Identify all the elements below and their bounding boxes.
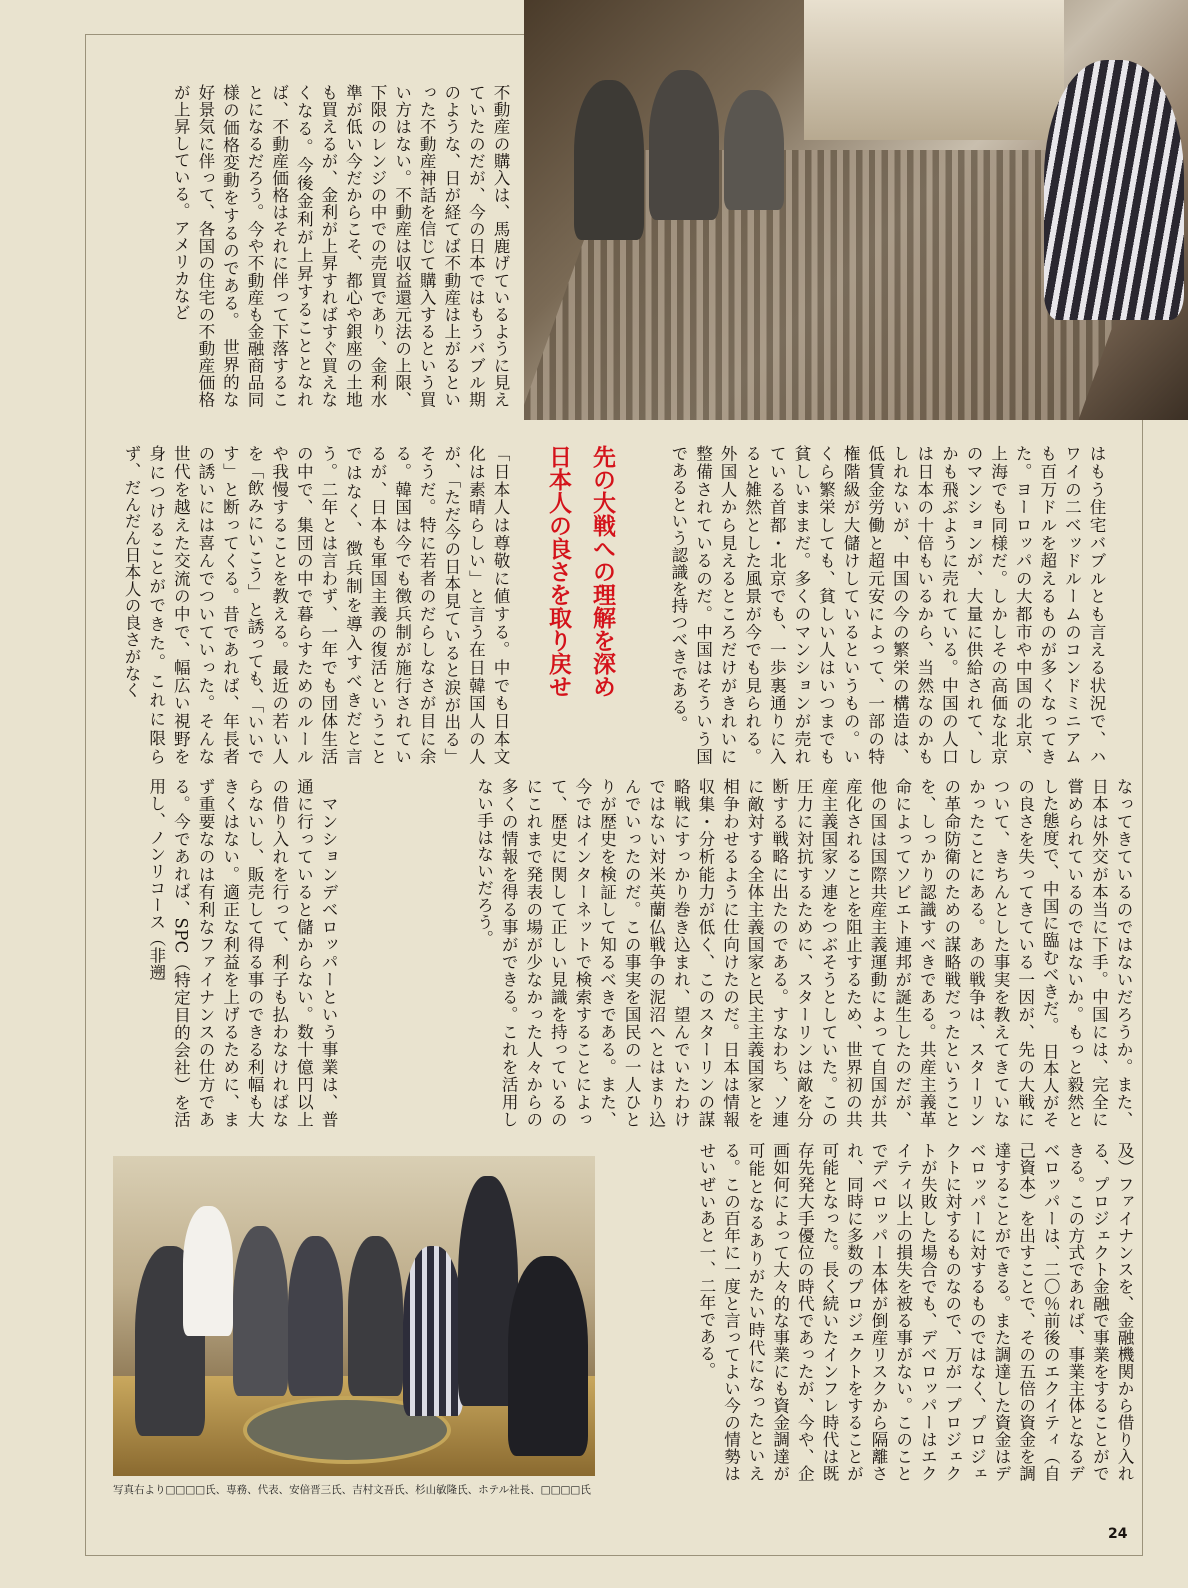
article-text: 及）ファイナンスを、金融機関から借り入れる、プロジェクト金融で事業をすることができる。この方式であれば、事業主体となるデベロッパーは、二〇％前後のエクイティ（自己資本）を出すことで、その五倍の資金を調達することができる。また調達した資金はデベロッパーに対するものではなく、プロジェクトに対するものなので、万が一プロジェクトが失敗した場合でも、デベロッパーはエクイティ以上の損失を被る事がない。このことでデベロッパー本体が倒産リスクから隔離され、同時に多数のプロジェクトをすることが可能となった。長く続いたインフレ時代は既存先発大手優位の時代であったが、今や、企画如何によって大々的な事業にも資金調達が可能となるありがたい時代になったといえる。この百年に一度と言ってよい今の情勢はせいぜいあと一、二年である。 <box>696 1142 1134 1482</box>
photo-caption: 写真右より□□□□氏、専務、代表、安倍晋三氏、吉村文吾氏、杉山敏隆氏、ホテル社長、□□□□氏 <box>113 1484 591 1496</box>
person-shape <box>233 1226 288 1396</box>
person-shape <box>288 1236 343 1396</box>
headline <box>524 445 624 755</box>
article-text: はもう住宅バブルとも言える状況で、ハワイの二ベッドルームのコンドミニアムも百万ドルを超えるものが多くなってきた。ヨーロッパの大都市や中国の北京、上海でも同様だ。しかしその高価な北京のマンションが、大量に供給されて、しかも飛ぶように売れている。中国の人口は日本の十倍もいるから、当然なのかもしれないが、中国の今の繁栄の構造は、低賃金労働と超元安によって、一部の特権階級が大儲けしているというもの。いくら繁栄しても、貧しい人はいつまでも貧しいままだ。多くのマンションが売れている首都・北京でも、一歩裏通りに入ると雑然とした風景が今でも見られる。外国人から見えるところだけがきれいに整備されているのだ。中国はそういう国であるという認識を持つべきである。 <box>668 445 1106 765</box>
person-shape <box>724 90 784 210</box>
article-text: 「日本人は尊敬に値する。中でも日本文化は素晴らしい」と言う在日韓国人の人が、「ただ今の日本見ていると涙が出る」そうだ。特に若者のだらしなさが目に余る。韓国は今でも徴兵制が施行されているが、日本も軍国主義の復活ということではなく、徴兵制を導入すべきだと言う。二年とは言わず、一年でも団体生活の中で、集団の中で暮らすためのルールや我慢することを教える。最近の若い人を「飲みにいこう」と誘っても、「いいです」と断ってくる。昔であれば、年長者の誘いには喜んでついていった。そんな世代を越えた交流の中で、幅広い視野を身につけることができた。これに限らず、だんだん日本人の良さがなく <box>122 445 510 765</box>
article-column-low-right <box>345 778 1135 1128</box>
article-column-mid-left <box>108 445 512 765</box>
person-shape <box>508 1256 588 1456</box>
group-photo <box>113 1156 595 1476</box>
person-shape <box>574 80 644 240</box>
headline-line-2: 日本人の良さを取り戻せ <box>545 445 571 698</box>
headline-line-1: 先の大戦への理解を深め <box>589 445 615 698</box>
article-column-bottom-right <box>612 1142 1136 1482</box>
article-column-low-left <box>108 778 340 1128</box>
article-text: 不動産の購入は、馬鹿げているように見えていたのだが、今の日本ではもうバブル期のような、日が経てば不動産は上がるといった不動産神話を信じて購入するという買い方はない。不動産は収益還元法の上限、下限のレンジの中での売買であり、金利水準が低い今だからこそ、都心や銀座の土地も買えるが、金利が上昇すればすぐ買えなくなる。今後金利が上昇することとなれば、不動産価格はそれに伴って下落することになるだろう。今や不動産も金融商品同様の価格変動をするのである。 世界的な好景気に伴って、各国の住宅の不動産価格が上昇している。アメリカなど <box>171 84 510 408</box>
person-shape <box>403 1246 463 1416</box>
person-shape <box>649 70 719 220</box>
staircase-shape <box>804 0 1064 140</box>
article-column-top-left <box>108 84 512 408</box>
article-text: マンションデベロッパーという事業は、普通に行っていると儲からない。数十億円以上の借り入れを行って、利子も払わなければならないし、販売して得る事のできる利幅も大きくはない。適正な利益を上げるために、まず重要なのは有利なファイナンスの仕方である。今であれば、SPC（特定目的会社）を活用し、ノンリコース（非遡 <box>146 778 338 1128</box>
person-shape <box>183 1206 233 1336</box>
article-column-mid-right <box>638 445 1108 765</box>
person-shape <box>1044 60 1184 320</box>
dinner-table-photo <box>524 0 1188 420</box>
article-text: なってきているのではないだろうか。また、日本は外交が本当に下手。中国には、完全に嘗められているのではないか。もっと毅然とした態度で、中国に臨むべきだ。 日本人がその良さを失ってきている一因が、先の大戦について、きちんとした事実を教えてきていなかったことにある。あの戦争は、スターリンの革命防衛のための謀略戦だったということを、しっかり認識すべきである。共産主義革命によってソビエト連邦が誕生したのだが、他の国は国際共産主義運動によって自国が共産化されることを阻止するため、世界初の共産主義国家ソ連をつぶそうとしていた。この圧力に対抗するために、スターリンは敵を分断する戦略に出たのである。すなわち、ソ連に敵対する全体主義国家と民主主義国家とを相争わせるように仕向けたのだ。日本は情報収集・分析能力が低く、このスターリンの謀略戦にすっかり巻き込まれ、望んでいたわけではない対米英蘭仏戦争の泥沼へとはまり込んでいったのだ。この事実を国民の一人ひとりが歴史を検証して知るべきである。また、今ではインターネットで検索することによって、歴史に関して正しい見識を持っているのにこれまで発表の場が少なかった人々からの多くの情報を得る事ができる。これを活用しない手はないだろう。 <box>474 778 1133 1128</box>
page-number: 24 <box>1108 1526 1128 1542</box>
person-shape <box>348 1236 403 1396</box>
